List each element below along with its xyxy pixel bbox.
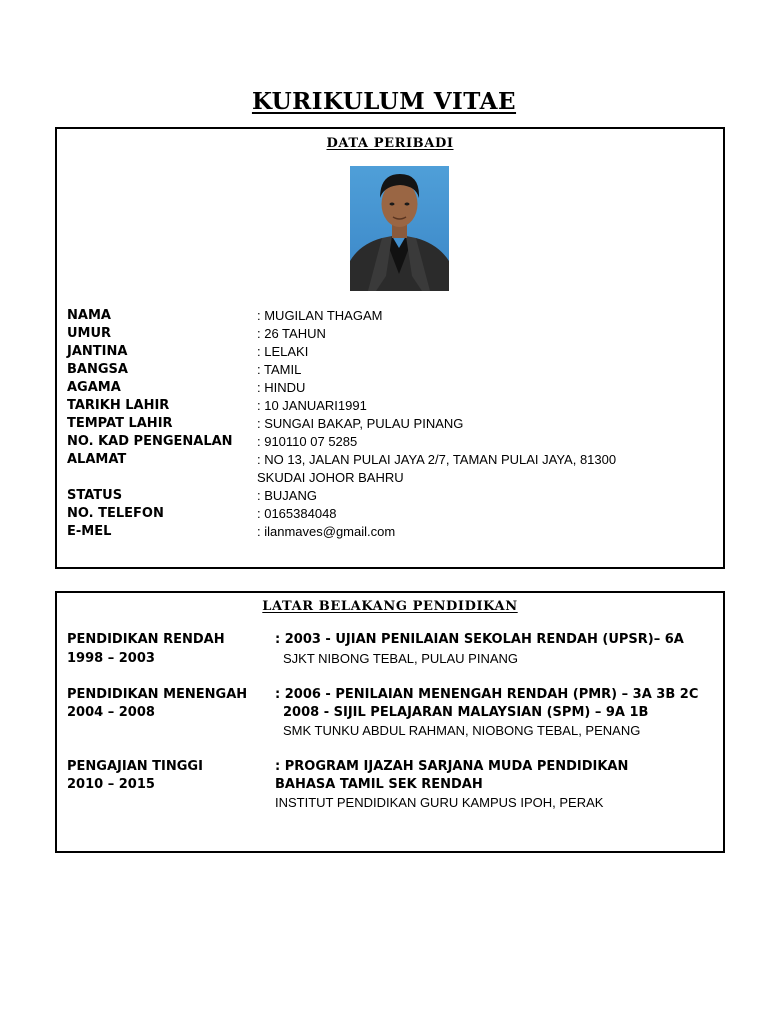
education-label: 1998 – 2003 [67, 651, 155, 666]
education-value: SJKT NIBONG TEBAL, PULAU PINANG [283, 651, 519, 666]
personal-label: NO. KAD PENGENALAN [67, 434, 233, 449]
personal-label: TARIKH LAHIR [67, 398, 170, 413]
education-value: SMK TUNKU ABDUL RAHMAN, NIOBONG TEBAL, PENANG [283, 723, 641, 738]
personal-value: : 0165384048 [257, 506, 337, 521]
education-value: : 2003 - UJIAN PENILAIAN SEKOLAH RENDAH (UPSR)– 6A [275, 632, 684, 647]
personal-label: ALAMAT [67, 452, 127, 467]
personal-data-section [55, 127, 725, 569]
education-label: PENGAJIAN TINGGI [67, 759, 203, 774]
personal-value: : HINDU [257, 380, 306, 395]
education-label: 2004 – 2008 [67, 705, 155, 720]
personal-value: : NO 13, JALAN PULAI JAYA 2/7, TAMAN PULAI JAYA, 81300 [257, 452, 617, 467]
personal-value: : 10 JANUARI1991 [257, 398, 367, 413]
personal-value: SKUDAI JOHOR BAHRU [257, 470, 404, 485]
personal-label: JANTINA [67, 344, 128, 359]
personal-label: NAMA [67, 308, 111, 323]
personal-value: : MUGILAN THAGAM [257, 308, 383, 323]
personal-label: TEMPAT LAHIR [67, 416, 173, 431]
portrait-illustration [350, 166, 449, 291]
personal-label: NO. TELEFON [67, 506, 164, 521]
personal-value: : SUNGAI BAKAP, PULAU PINANG [257, 416, 464, 431]
personal-label: UMUR [67, 326, 112, 341]
education-value: : 2006 - PENILAIAN MENENGAH RENDAH (PMR) – 3A 3B 2C [275, 687, 699, 702]
education-label: PENDIDIKAN RENDAH [67, 632, 225, 647]
profile-photo [350, 166, 449, 291]
education-section [55, 591, 725, 853]
personal-label: E-MEL [67, 524, 112, 539]
personal-label: BANGSA [67, 362, 128, 377]
document-title: KURIKULUM VITAE [251, 88, 517, 115]
education-value: BAHASA TAMIL SEK RENDAH [275, 777, 483, 792]
education-label: PENDIDIKAN MENENGAH [67, 687, 248, 702]
education-value: INSTITUT PENDIDIKAN GURU KAMPUS IPOH, PERAK [275, 795, 604, 810]
education-label: 2010 – 2015 [67, 777, 155, 792]
personal-label: STATUS [67, 488, 123, 503]
personal-value: : 26 TAHUN [257, 326, 326, 341]
personal-value: : BUJANG [257, 488, 317, 503]
education-value: 2008 - SIJIL PELAJARAN MALAYSIAN (SPM) – 9A 1B [283, 705, 649, 720]
personal-value: : LELAKI [257, 344, 309, 359]
education-heading: LATAR BELAKANG PENDIDIKAN [262, 599, 518, 614]
education-value: : PROGRAM IJAZAH SARJANA MUDA PENDIDIKAN [275, 759, 629, 774]
personal-value: : TAMIL [257, 362, 302, 377]
personal-value: : ilanmaves@gmail.com [257, 524, 396, 539]
personal-data-heading: DATA PERIBADI [326, 136, 454, 151]
personal-label: AGAMA [67, 380, 121, 395]
personal-value: : 910110 07 5285 [257, 434, 358, 449]
